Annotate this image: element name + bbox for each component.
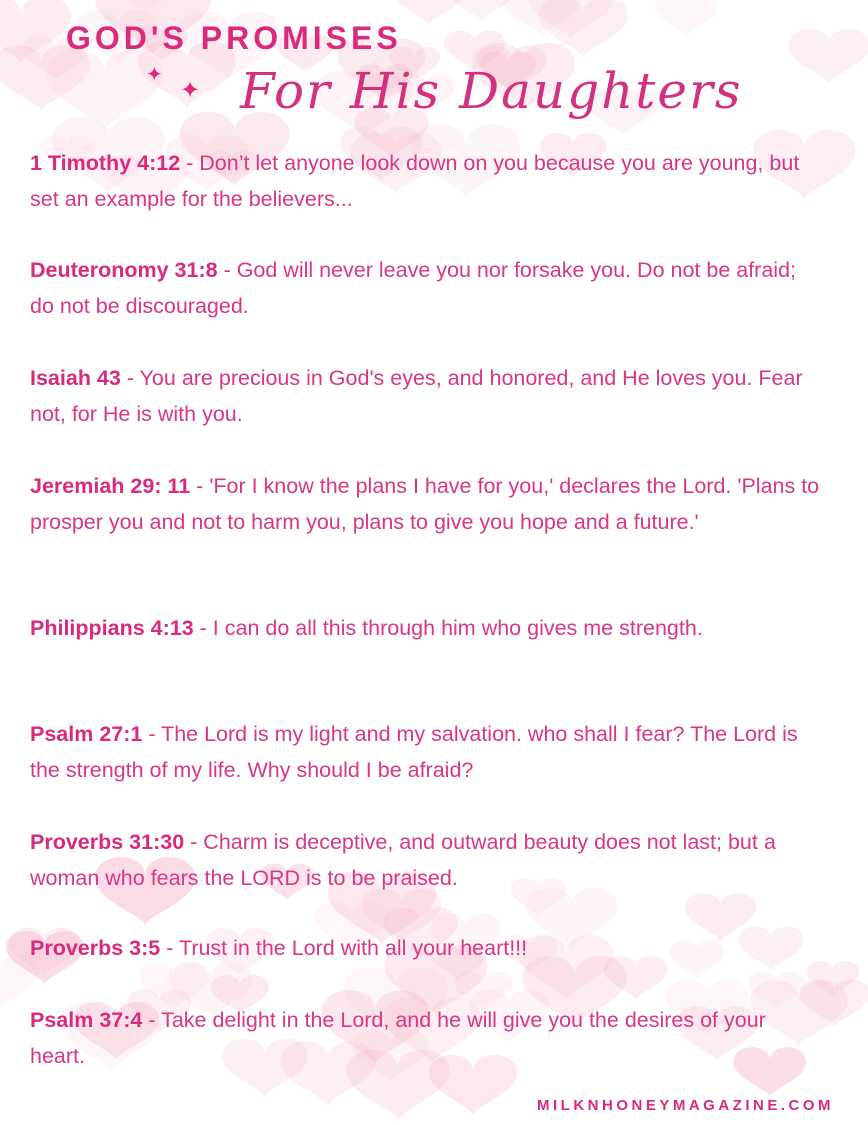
verse-reference: Proverbs 3:5: [30, 936, 161, 960]
verse-text: - God will never leave you nor forsake you. Do not be afraid; do not be discouraged.: [30, 258, 797, 318]
verse-text: - Take delight in the Lord, and he will give you the desires of your heart.: [30, 1008, 766, 1068]
heart-shape: [789, 29, 868, 84]
sparkle-icon: ✦: [146, 64, 163, 86]
verse-reference: 1 Timothy 4:12: [30, 151, 181, 175]
page-subtitle: For His Daughters: [240, 62, 743, 120]
page-title: GOD'S PROMISES: [66, 20, 402, 56]
verse-reference: Psalm 37:4: [30, 1008, 143, 1032]
verse-reference: Isaiah 43: [30, 366, 121, 390]
verse-text: - You are precious in God's eyes, and honored, and He loves you. Fear not, for He is with you.: [30, 366, 803, 426]
verse-text: - Don’t let anyone look down on you because you are young, but set an example for the believers...: [30, 151, 800, 211]
verse-reference: Psalm 27:1: [30, 722, 143, 746]
heart-shape: [655, 0, 717, 36]
verse-item: [30, 252, 820, 324]
verse-text: - Trust in the Lord with all your heart!!!: [160, 936, 528, 960]
verse-reference: Deuteronomy 31:8: [30, 258, 218, 282]
verse-item: [30, 716, 820, 788]
sparkle-icon: ✦: [180, 77, 201, 104]
verse-text: - I can do all this through him who gives me strength.: [193, 616, 703, 640]
verse-reference: Philippians 4:13: [30, 616, 194, 640]
verse-item: [30, 930, 820, 966]
verse-reference: Proverbs 31:30: [30, 830, 185, 854]
verse-item: [30, 145, 820, 217]
verse-item: [30, 468, 820, 540]
verse-text: - Charm is deceptive, and outward beauty does not last; but a woman who fears the LORD is to be praised.: [30, 830, 776, 890]
verse-item: [30, 360, 820, 432]
verse-item: [30, 610, 820, 646]
verse-item: [30, 1002, 820, 1074]
verse-text: - 'For I know the plans I have for you,' declares the Lord. 'Plans to prosper you and not to harm you, plans to give you hope and a future.': [30, 474, 820, 534]
heart-shape: [394, 0, 464, 25]
website-footer: MILKNHONEYMAGAZINE.COM: [537, 1097, 834, 1114]
verse-item: [30, 824, 820, 896]
verse-text: - The Lord is my light and my salvation. who shall I fear? The Lord is the strength of my life. Why should I be afraid?: [30, 722, 798, 782]
verse-reference: Jeremiah 29: 11: [30, 474, 191, 498]
